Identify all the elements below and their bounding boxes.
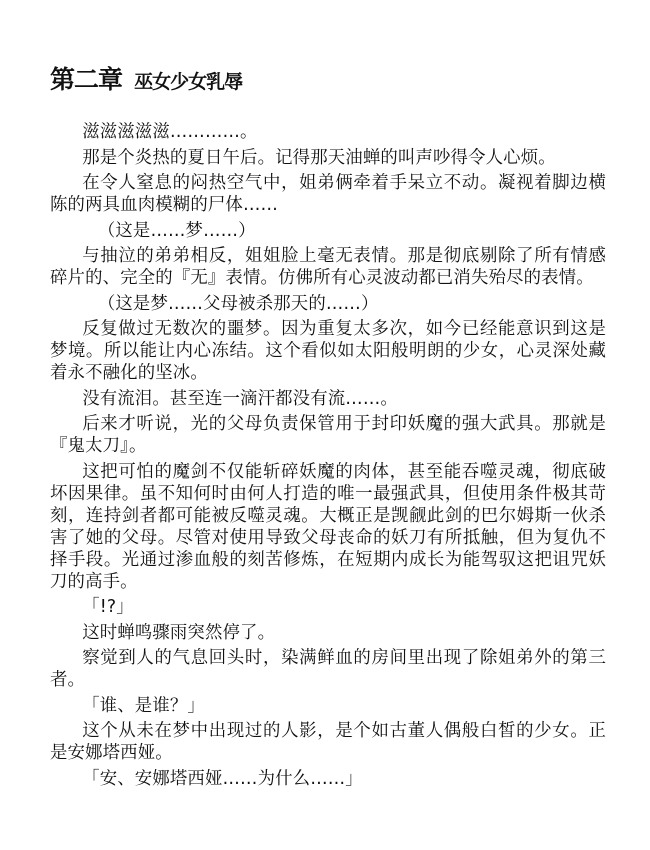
paragraph: 这个从未在梦中出现过的人影，是个如古董人偶般白皙的少女。正是安娜塔西娅。: [50, 721, 606, 763]
paragraph: 滋滋滋滋滋…………。: [82, 122, 258, 142]
paragraph: 在令人窒息的闷热空气中，姐弟俩牵着手呆立不动。凝视着脚边横陈的两具血肉模糊的尸体……: [50, 173, 606, 215]
chapter-number: 第二章: [50, 65, 123, 94]
body-text: [50, 121, 606, 793]
paragraph: 没有流泪。甚至连一滴汗都没有流……。: [82, 388, 398, 409]
paragraph-inner-thought: （这是……梦……）: [97, 220, 256, 241]
paragraph: 这时蝉鸣骤雨突然停了。: [82, 622, 276, 643]
chapter-title: [50, 58, 242, 96]
paragraph: 那是个炎热的夏日午后。记得那天油蝉的叫声吵得令人心烦。: [82, 147, 556, 168]
paragraph-inner-thought: （这是梦……父母被杀那天的……）: [97, 293, 379, 314]
paragraph-dialogue: 「安、安娜塔西娅……为什么……」: [82, 768, 363, 789]
paragraph: 这把可怕的魔剑不仅能斩碎妖魔的肉体，甚至能吞噬灵魂，彻底破坏因果律。虽不知何时由何人打造的唯一最强武具，但使用条件极其苛刻，连持剑者都可能被反噬灵魂。大概正是觊觎此剑的巴尔姆斯一伙杀害了她的父母。尽管对使用导致父母丧命的妖刀有所抵触，但为复仇不择手段。光通过渗血般的刻苦修炼，在短期内成长为能驾驭这把诅咒妖刀的高手。: [50, 461, 606, 592]
chapter-subtitle: 巫女少女乳辱: [134, 71, 243, 93]
paragraph-dialogue: 「谁、是谁？」: [82, 695, 205, 716]
paragraph: 反复做过无数次的噩梦。因为重复太多次，如今已经能意识到这是梦境。所以能让内心冻结。这个看似如太阳般明朗的少女，心灵深处藏着永不融化的坚冰。: [50, 319, 606, 383]
paragraph: 与抽泣的弟弟相反，姐姐脸上毫无表情。那是彻底剔除了所有情感碎片的、完全的『无』表情。仿佛所有心灵波动都已消失殆尽的表情。: [50, 246, 606, 288]
paragraph: 察觉到人的气息回头时，染满鲜血的房间里出现了除姐弟外的第三者。: [50, 648, 606, 690]
paragraph-dialogue: 「!?」: [82, 597, 134, 617]
paragraph: 后来才听说，光的父母负责保管用于封印妖魔的强大武具。那就是『鬼太刀』。: [50, 414, 606, 456]
